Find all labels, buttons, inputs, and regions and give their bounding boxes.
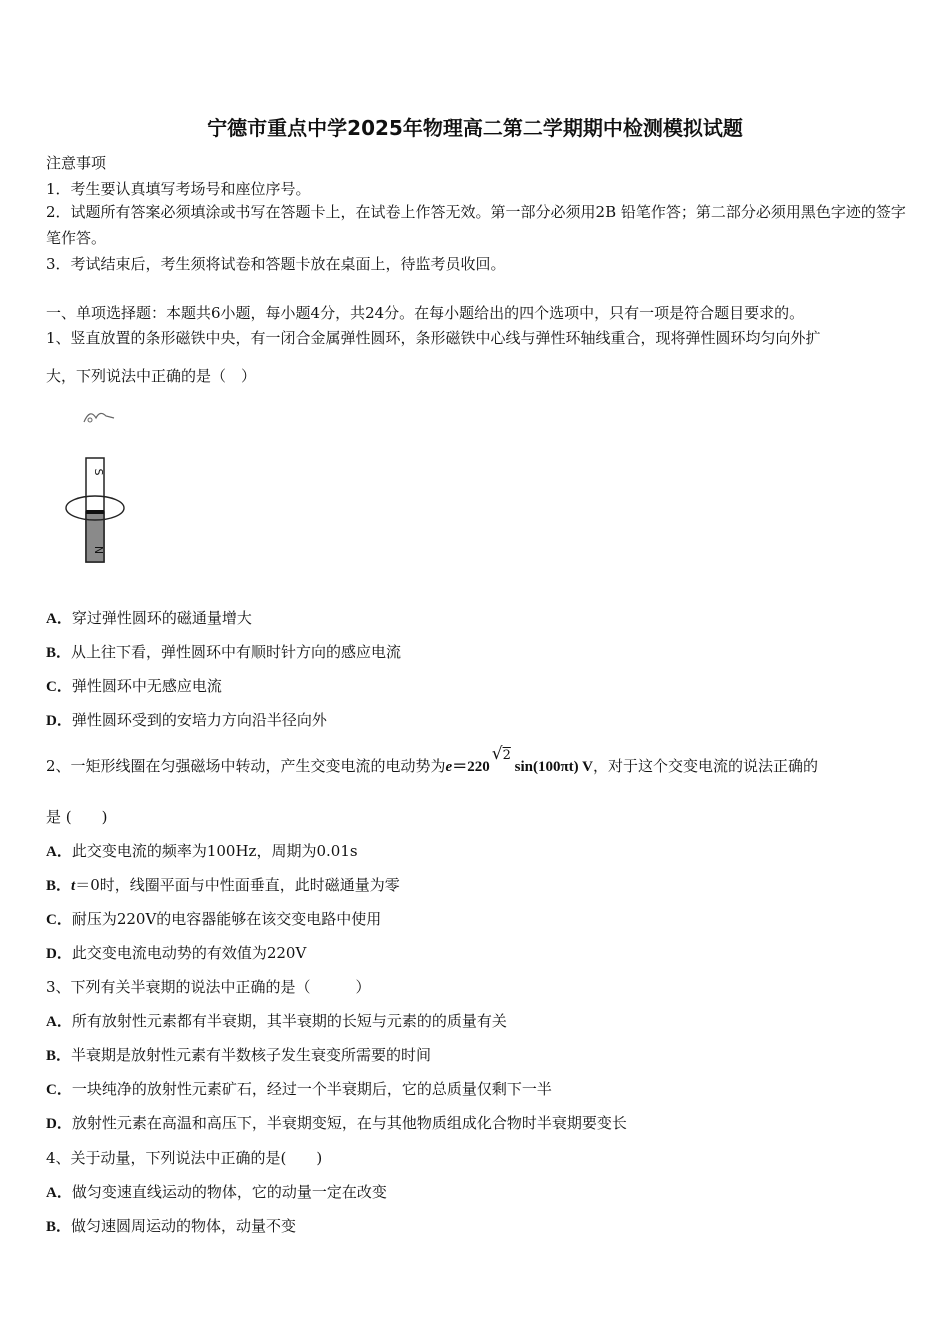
question-1-option-a [46, 607, 252, 628]
notice-item: 3．考试结束后，考生须将试卷和答题卡放在桌面上，待监考员收回。 [46, 255, 506, 273]
option-text: 耐压为220V的电容器能够在该交变电路中使用 [71, 910, 382, 928]
question-2-option-c [46, 908, 381, 929]
question-3-option-d [46, 1112, 627, 1133]
pole-n-label: N [92, 545, 105, 555]
question-2-option-d [46, 942, 306, 963]
question-1-stem: 1、竖直放置的条形磁铁中央，有一闭合金属弹性圆环，条形磁铁中心线与弹性环轴线重合，现将弹性圆环均匀向外扩 [46, 329, 821, 347]
question-3-option-b [46, 1044, 431, 1065]
section-heading: 一、单项选择题：本题共6小题，每小题4分，共24分。在每小题给出的四个选项中，只有一项是符合题目要求的。 [46, 304, 805, 322]
option-text: 一块纯净的放射性元素矿石，经过一个半衰期后，它的总质量仅剩下一半 [71, 1080, 552, 1098]
sqrt-sign: √ [491, 744, 503, 764]
option-text: 从上往下看，弹性圆环中有顺时针方向的感应电流 [71, 643, 402, 661]
question-1-option-d [46, 709, 327, 730]
option-text: ＝0时，线圈平面与中性面垂直，此时磁通量为零 [75, 876, 400, 894]
question-1-option-c [46, 675, 222, 696]
stem-text-post: ，对于这个交变电流的说法正确的 [592, 757, 818, 775]
magnet-midline [86, 510, 104, 514]
option-letter: A． [46, 1014, 72, 1030]
scribble-dot [88, 418, 92, 422]
question-1-stem-cont: 大，下列说法中正确的是（ ） [46, 367, 257, 385]
option-text: 此交变电流的频率为100Hz，周期为0.01s [71, 842, 358, 860]
question-1-option-b [46, 641, 401, 662]
question-4-stem: 4、关于动量，下列说法中正确的是( ) [46, 1149, 323, 1167]
option-text: 弹性圆环中无感应电流 [71, 677, 222, 695]
option-text: 做匀变速直线运动的物体，它的动量一定在改变 [71, 1183, 387, 1201]
sqrt-2 [490, 744, 511, 764]
eq-220: ＝220 [452, 759, 490, 775]
question-3-option-c [46, 1078, 552, 1099]
stem-text: 2、一矩形线圈在匀强磁场中转动，产生交变电流的电动势为 [46, 757, 446, 775]
notice-item: 1．考生要认真填写考场号和座位序号。 [46, 180, 311, 198]
option-text: 做匀速圆周运动的物体，动量不变 [71, 1217, 297, 1235]
eq-sin: sin(100πt) V [510, 759, 593, 775]
question-2-option-b [46, 874, 400, 895]
sqrt-number: 2 [502, 748, 511, 763]
option-letter: C． [46, 912, 72, 928]
question-4-option-b [46, 1215, 296, 1236]
option-letter: B． [46, 1219, 72, 1235]
option-letter: B． [46, 1048, 72, 1064]
notice-item: 2．试题所有答案必须填涂或书写在答题卡上，在试卷上作答无效。第一部分必须用2B 铅笔作答；第二部分必须用黑色字迹的签字笔作答。 [46, 203, 906, 247]
bar-magnet-diagram [56, 402, 136, 572]
question-2-stem-cont: 是 ( ) [46, 808, 108, 826]
notice-heading: 注意事项 [46, 154, 107, 172]
question-3-option-a [46, 1010, 507, 1031]
option-letter: B． [46, 645, 72, 661]
option-text: 放射性元素在高温和高压下，半衰期变短，在与其他物质组成化合物时半衰期要变长 [71, 1114, 627, 1132]
option-text: 穿过弹性圆环的磁通量增大 [71, 609, 252, 627]
option-letter: C． [46, 679, 72, 695]
option-letter: B． [46, 878, 72, 894]
option-text: 半衰期是放射性元素有半数核子发生衰变所需要的时间 [71, 1046, 432, 1064]
page-title: 宁德市重点中学2025年物理高二第二学期期中检测模拟试题 [207, 116, 743, 140]
option-text: 此交变电流电动势的有效值为220V [71, 944, 307, 962]
question-2-stem [46, 744, 818, 776]
option-letter: A． [46, 1185, 72, 1201]
option-text: 所有放射性元素都有半衰期，其半衰期的长短与元素的的质量有关 [71, 1012, 507, 1030]
var-t: t [71, 878, 76, 894]
option-text: 弹性圆环受到的安培力方向沿半径向外 [71, 711, 327, 729]
question-4-option-a [46, 1181, 387, 1202]
question-2-option-a [46, 840, 358, 861]
option-letter: C． [46, 1082, 72, 1098]
option-letter: A． [46, 844, 72, 860]
option-letter: A． [46, 611, 72, 627]
option-letter: D． [46, 1116, 72, 1132]
bar-magnet-figure [56, 402, 136, 572]
question-3-stem: 3、下列有关半衰期的说法中正确的是（ ） [46, 978, 371, 996]
pole-s-label: S [92, 468, 105, 476]
option-letter: D． [46, 946, 72, 962]
option-letter: D． [46, 713, 72, 729]
var-e: e [445, 759, 453, 775]
